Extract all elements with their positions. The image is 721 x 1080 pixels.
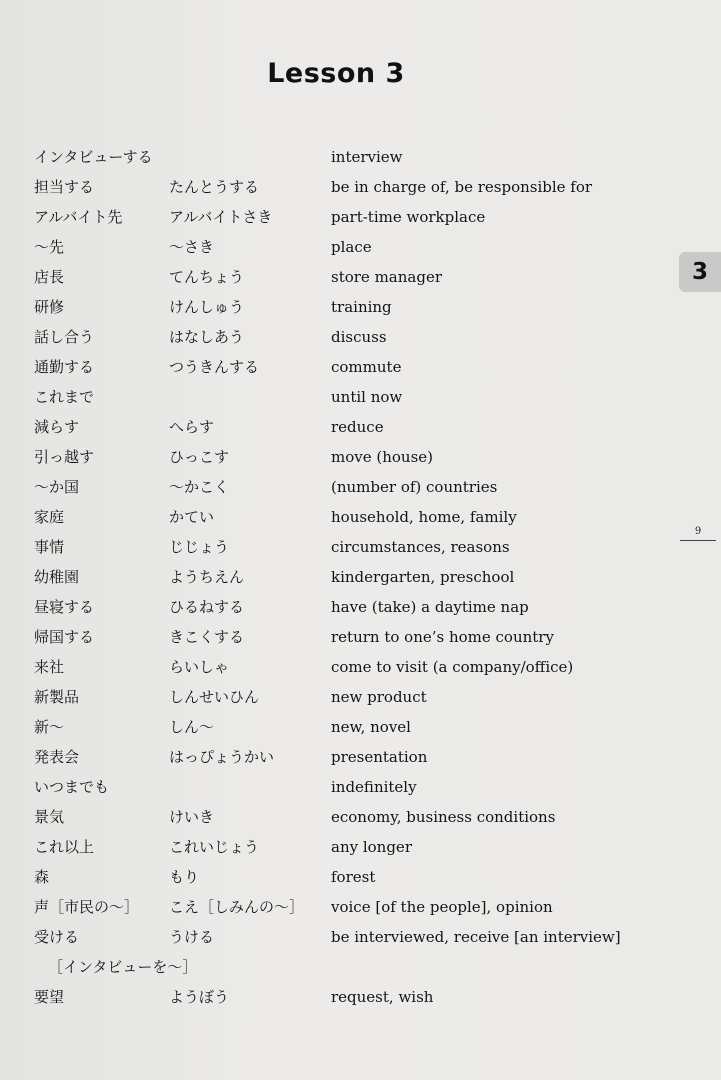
vocab-word: 来社 — [34, 658, 65, 676]
vocab-word: ～か国 — [34, 478, 80, 496]
vocab-meaning: until now — [331, 388, 403, 406]
vocab-reading: はなしあう — [169, 328, 245, 346]
vocab-meaning: (number of) countries — [331, 478, 498, 496]
vocab-word: 担当する — [34, 178, 95, 196]
vocab-meaning: place — [331, 238, 372, 256]
vocab-reading: もり — [169, 868, 200, 886]
vocab-row — [34, 742, 644, 772]
vocab-row — [34, 682, 644, 712]
vocab-row — [34, 952, 644, 982]
vocab-row — [34, 412, 644, 442]
vocab-word: 景気 — [34, 808, 65, 826]
vocab-word: 新製品 — [34, 688, 80, 706]
vocab-row — [34, 562, 644, 592]
vocab-reading: はっぴょうかい — [169, 748, 275, 766]
vocab-row — [34, 262, 644, 292]
vocab-reading: かてい — [169, 508, 215, 526]
vocab-row — [34, 352, 644, 382]
vocab-reading: ようぼう — [169, 988, 230, 1006]
vocab-reading: へらす — [169, 418, 215, 436]
vocab-meaning: commute — [331, 358, 402, 376]
vocab-reading: らいしゃ — [169, 658, 230, 676]
vocab-reading: つうきんする — [169, 358, 260, 376]
vocab-word: 店長 — [34, 268, 65, 286]
vocab-row — [34, 802, 644, 832]
vocab-row — [34, 622, 644, 652]
vocab-meaning: new, novel — [331, 718, 411, 736]
vocab-word: いつまでも — [34, 778, 110, 796]
vocab-meaning: presentation — [331, 748, 428, 766]
vocab-meaning: any longer — [331, 838, 412, 856]
vocab-meaning: come to visit (a company/office) — [331, 658, 574, 676]
vocabulary-list — [34, 142, 644, 1012]
vocab-row — [34, 292, 644, 322]
vocab-word: 家庭 — [34, 508, 65, 526]
vocab-meaning: kindergarten, preschool — [331, 568, 515, 586]
vocab-meaning: be interviewed, receive [an interview] — [331, 928, 621, 946]
vocab-word: ～先 — [34, 238, 65, 256]
vocab-row — [34, 442, 644, 472]
vocab-meaning: reduce — [331, 418, 384, 436]
vocab-row — [34, 172, 644, 202]
vocab-meaning: have (take) a daytime nap — [331, 598, 529, 616]
vocab-word: これ以上 — [34, 838, 95, 856]
vocab-usage-note: ［インタビューを～］ — [48, 958, 198, 976]
vocab-reading: しんせいひん — [169, 688, 260, 706]
vocab-meaning: interview — [331, 148, 403, 166]
vocab-row — [34, 982, 644, 1012]
chapter-tab: 3 — [679, 252, 721, 292]
vocab-meaning: be in charge of, be responsible for — [331, 178, 593, 196]
vocab-row — [34, 382, 644, 412]
vocab-word: 昼寝する — [34, 598, 95, 616]
vocab-reading: じじょう — [169, 538, 230, 556]
vocab-meaning: economy, business conditions — [331, 808, 556, 826]
vocab-row — [34, 922, 644, 952]
vocab-meaning: new product — [331, 688, 427, 706]
vocab-word: アルバイト先 — [34, 208, 123, 226]
vocab-row — [34, 232, 644, 262]
vocab-row — [34, 832, 644, 862]
vocab-reading: ～さき — [169, 238, 215, 256]
vocab-meaning: store manager — [331, 268, 442, 286]
vocab-meaning: indefinitely — [331, 778, 417, 796]
vocab-reading: てんちょう — [169, 268, 245, 286]
vocab-row — [34, 532, 644, 562]
vocab-word: 事情 — [34, 538, 65, 556]
vocab-meaning: household, home, family — [331, 508, 517, 526]
page-number: 9 — [694, 526, 702, 537]
vocab-reading: ようちえん — [169, 568, 245, 586]
vocab-reading: うける — [169, 928, 215, 946]
vocab-reading: ひっこす — [169, 448, 230, 466]
vocab-row — [34, 892, 644, 922]
vocab-word: 研修 — [34, 298, 65, 316]
vocab-word: 通勤する — [34, 358, 95, 376]
vocab-word: 受ける — [34, 928, 80, 946]
vocab-word: 発表会 — [34, 748, 80, 766]
vocab-reading: けいき — [169, 808, 215, 826]
vocab-meaning: part-time workplace — [331, 208, 486, 226]
lesson-title: Lesson 3 — [267, 58, 405, 89]
vocab-meaning: request, wish — [331, 988, 434, 1006]
vocab-meaning: return to one’s home country — [331, 628, 554, 646]
vocab-row — [34, 502, 644, 532]
vocab-word: 帰国する — [34, 628, 95, 646]
vocab-row — [34, 472, 644, 502]
vocab-meaning: voice [of the people], opinion — [331, 898, 553, 916]
vocab-word: 話し合う — [34, 328, 95, 346]
vocab-row — [34, 592, 644, 622]
vocab-word: 減らす — [34, 418, 80, 436]
vocab-row — [34, 142, 644, 172]
vocab-word: これまで — [34, 388, 95, 406]
vocab-row — [34, 712, 644, 742]
vocab-meaning: circumstances, reasons — [331, 538, 510, 556]
vocab-word: インタビューする — [34, 148, 153, 166]
vocab-reading: きこくする — [169, 628, 245, 646]
vocab-word: 声［市民の～］ — [34, 898, 140, 916]
vocab-row — [34, 862, 644, 892]
vocab-row — [34, 202, 644, 232]
vocab-reading: しん～ — [169, 718, 215, 736]
vocab-reading: アルバイトさき — [169, 208, 273, 226]
vocab-row — [34, 772, 644, 802]
vocab-reading: けんしゅう — [169, 298, 245, 316]
vocab-word: 要望 — [34, 988, 65, 1006]
vocab-word: 幼稚園 — [34, 568, 80, 586]
vocab-word: 新～ — [34, 718, 65, 736]
vocab-meaning: move (house) — [331, 448, 434, 466]
vocab-word: 森 — [34, 868, 50, 886]
vocab-reading: たんとうする — [169, 178, 260, 196]
vocab-reading: ～かこく — [169, 478, 230, 496]
vocab-row — [34, 652, 644, 682]
vocab-reading: これいじょう — [169, 838, 260, 856]
vocab-word: 引っ越す — [34, 448, 95, 466]
vocab-meaning: discuss — [331, 328, 387, 346]
vocab-meaning: forest — [331, 868, 376, 886]
vocab-reading: こえ［しみんの～］ — [169, 898, 305, 916]
vocab-row — [34, 322, 644, 352]
page-number-rule — [680, 540, 716, 541]
vocab-reading: ひるねする — [169, 598, 245, 616]
vocab-meaning: training — [331, 298, 392, 316]
